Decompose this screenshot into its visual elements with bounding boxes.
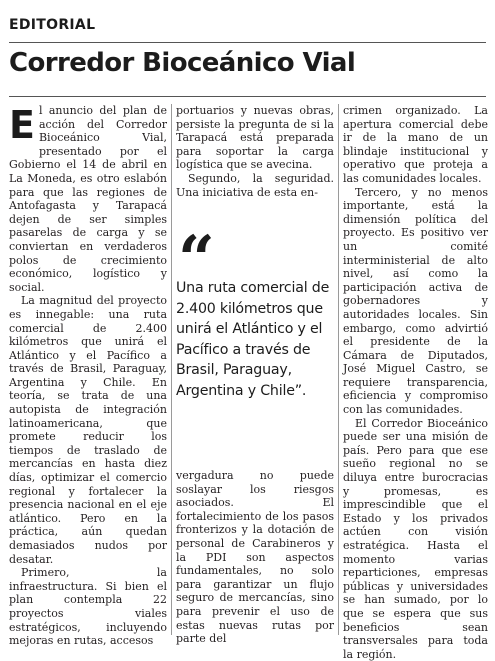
headline-rule	[9, 96, 486, 97]
headline: Corredor Bioceánico Vial	[9, 48, 356, 78]
paragraph-5: Segundo, la seguridad. Una iniciativa de esta en-	[176, 171, 334, 199]
paragraph-9: El Corredor Bioceánico puede ser una misión de país. Pero para que ese sueño regional no se diluya entre burocracias y promesas, es imprescindible que el Estado y los privados actúen con visión estratégica. Hasta el momento varias reparticiones, empresas públicas y universidades se han sumado, por lo que se espera que sus beneficios sean transversales para toda la región.	[343, 416, 488, 661]
column-2-top	[176, 104, 334, 199]
column-1	[9, 104, 167, 648]
paragraph-8: Tercero, y no menos importante, está la dimensión política del proyecto. Es positivo ver un comité interministerial de alto nivel, así como la participación activa de gobernadores y autoridades locales. Sin embargo, como advirtió el presidente de la Cámara de Diputados, José Miguel Castro, se requiere transparencia, eficiencia y compromiso con las comunidades.	[343, 185, 488, 417]
paragraph-4: portuarios y nuevas obras, persiste la pregunta de si la Tarapacá está preparada para soportar la carga logística que se avecina.	[176, 104, 334, 172]
paragraph-1-text: l anuncio del plan de acción del Corredor Bioceánico Vial, presentado por el Gobierno el 14 de abril en La Moneda, es otro eslabón para que las regiones de Antofagasta y Tarapacá dejen de ser simples pasarelas de carga y se conviertan en verdaderos polos de crecimiento económico, logístico y social.	[9, 104, 167, 294]
paragraph-2: La magnitud del proyecto es innegable: una ruta comercial de 2.400 kilómetros que unirá el Atlántico y el Pacífico a través de Brasil, Paraguay, Argentina y Chile. En teoría, se trata de una autopista de integración latinoamericana, que promete reducir los tiempos de traslado de mercancías en hasta diez días, optimizar el comercio regional y fortalecer la presencia nacional en el eje atlántico. Pero en la práctica, aún quedan demasiados nudos por desatar.	[9, 294, 167, 566]
column-3	[343, 104, 488, 661]
top-rule	[9, 42, 486, 43]
quote-mark-icon: “	[178, 222, 215, 297]
paragraph-1	[9, 104, 167, 294]
column-divider-2	[338, 104, 339, 635]
column-divider-1	[171, 104, 172, 635]
paragraph-3: Primero, la infraestructura. Si bien el plan contempla 22 proyectos viales estratégicos, incluyendo mejoras en rutas, accesos	[9, 566, 167, 648]
paragraph-6: vergadura no puede soslayar los riesgos asociados. El fortalecimiento de los pasos fronterizos y la dotación de personal de Carabineros y la PDI son aspectos fundamentales, no solo para garantizar un flujo seguro de mercancías, sino para prevenir el uso de estas nuevas rutas por parte del	[176, 469, 334, 646]
drop-cap: E	[9, 103, 35, 147]
paragraph-7: crimen organizado. La apertura comercial debe ir de la mano de un blindaje institucional y operativo que proteja a las comunidades locales.	[343, 104, 488, 185]
section-label: EDITORIAL	[9, 17, 96, 33]
column-2-bottom	[176, 469, 334, 646]
pull-quote: Una ruta comercial de 2.400 kilómetros que unirá el Atlántico y el Pacífico a través de Brasil, Paraguay, Argentina y Chile”.	[176, 280, 330, 399]
